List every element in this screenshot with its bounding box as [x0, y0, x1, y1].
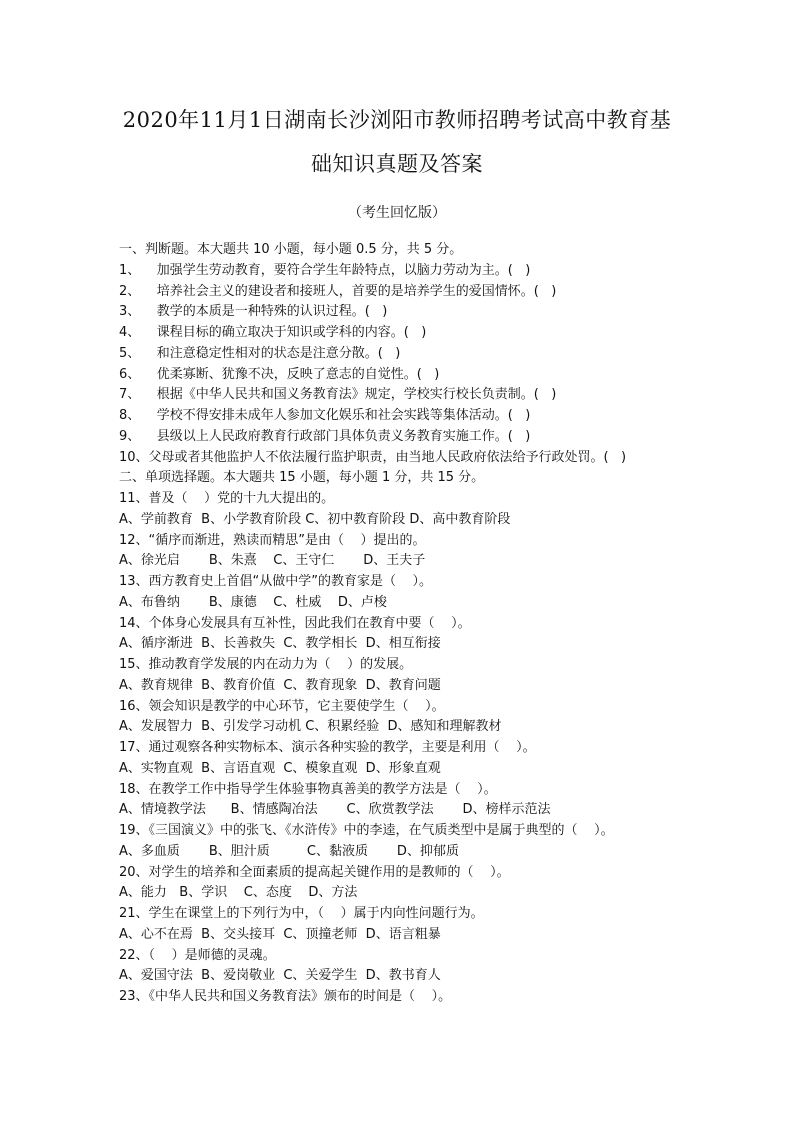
text-line: 二、单项选择题。本大题共 15 小题，每小题 1 分，共 15 分。 [119, 470, 485, 486]
text-line: A、情境教学法 B、情感陶冶法 C、欣赏教学法 D、榜样示范法 [119, 802, 551, 818]
document-subtitle: （考生回忆版） [348, 205, 446, 221]
text-line: A、能力 B、学识 C、态度 D、方法 [119, 885, 358, 901]
text-line: 12、“循序而渐进，熟读而精思”是由（ ）提出的。 [119, 532, 426, 548]
text-line: 4、 课程目标的确立取决于知识或学科的内容。( ) [119, 325, 427, 340]
question-list [119, 240, 679, 1008]
text-line: A、发展智力 B、引发学习动机 C、积累经验 D、感知和理解教材 [119, 719, 502, 735]
text-line: 16、领会知识是教学的中心环节，它主要使学生（ ）。 [119, 698, 445, 714]
text-line: A、多血质 B、胆汁质 C、黏液质 D、抑郁质 [119, 843, 459, 859]
text-line: A、循序渐进 B、长善救失 C、教学相长 D、相互衔接 [119, 636, 441, 652]
text-line: 10、父母或者其他监护人不依法履行监护职责，由当地人民政府依法给予行政处罚。( ) [119, 449, 627, 465]
text-line: 22、（ ）是师德的灵魂。 [119, 947, 276, 963]
text-line: A、爱国守法 B、爱岗敬业 C、关爱学生 D、教书育人 [119, 968, 441, 984]
text-line: A、徐光启 B、朱熹 C、王守仁 D、王夫子 [119, 553, 426, 569]
text-line: 23、《中华人民共和国义务教育法》颁布的时间是（ ）。 [119, 989, 452, 1004]
text-line: 7、 根据《中华人民共和国义务教育法》规定，学校实行校长负责制。( ) [119, 387, 557, 403]
text-line: 13、西方教育史上首倡“从做中学”的教育家是（ ）。 [119, 574, 433, 589]
text-line: A、实物直观 B、言语直观 C、模象直观 D、形象直观 [119, 760, 441, 776]
text-line: 18、在教学工作中指导学生体验事物真善美的教学方法是（ ）。 [119, 781, 497, 797]
document-title-line-2: 础知识真题及答案 [311, 152, 483, 176]
text-line: 19、《三国演义》中的张飞、《水浒传》中的李逵，在气质类型中是属于典型的（ ）。 [119, 823, 614, 838]
text-line: A、布鲁纳 B、康德 C、杜威 D、卢梭 [119, 594, 387, 610]
text-line: 8、 学校不得安排未成年人参加文化娱乐和社会实践等集体活动。( ) [119, 408, 531, 423]
text-line: 21、学生在课堂上的下列行为中，（ ）属于内向性问题行为。 [119, 906, 484, 921]
text-line: 14、个体身心发展具有互补性，因此我们在教育中要（ ）。 [119, 615, 471, 631]
text-line: 2、 培养社会主义的建设者和接班人，首要的是培养学生的爱国情怀。( ) [119, 283, 557, 299]
text-line: 一、判断题。本大题共 10 小题，每小题 0.5 分，共 5 分。 [119, 242, 463, 257]
text-line: 11、普及（ ）党的十九大提出的。 [119, 491, 335, 506]
text-line: A、心不在焉 B、交头接耳 C、顶撞老师 D、语言粗暴 [119, 926, 441, 942]
text-line: A、教育规律 B、教育价值 C、教育现象 D、教育问题 [119, 677, 441, 693]
text-line: 17、通过观察各种实物标本、演示各种实验的教学，主要是利用（ ）。 [119, 740, 536, 755]
document-title-line-1: 2020年11月1日湖南长沙浏阳市教师招聘考试高中教育基 [122, 108, 672, 132]
text-line: 5、 和注意稳定性相对的状态是注意分散。( ) [119, 345, 401, 361]
text-line: 9、 县级以上人民政府教育行政部门具体负责义务教育实施工作。( ) [119, 428, 531, 444]
text-line: 3、 教学的本质是一种特殊的认识过程。( ) [119, 304, 388, 320]
text-line: 1、 加强学生劳动教育，要符合学生年龄特点，以脑力劳动为主。( ) [119, 262, 531, 278]
text-line: 6、 优柔寡断、犹豫不决，反映了意志的自觉性。( ) [119, 366, 440, 382]
text-line: 20、对学生的培养和全面素质的提高起关键作用的是教师的（ ）。 [119, 864, 510, 880]
text-line: A、学前教育 B、小学教育阶段 C、初中教育阶段 D、高中教育阶段 [119, 511, 511, 527]
text-line: 15、推动教育学发展的内在动力为（ ）的发展。 [119, 657, 413, 672]
